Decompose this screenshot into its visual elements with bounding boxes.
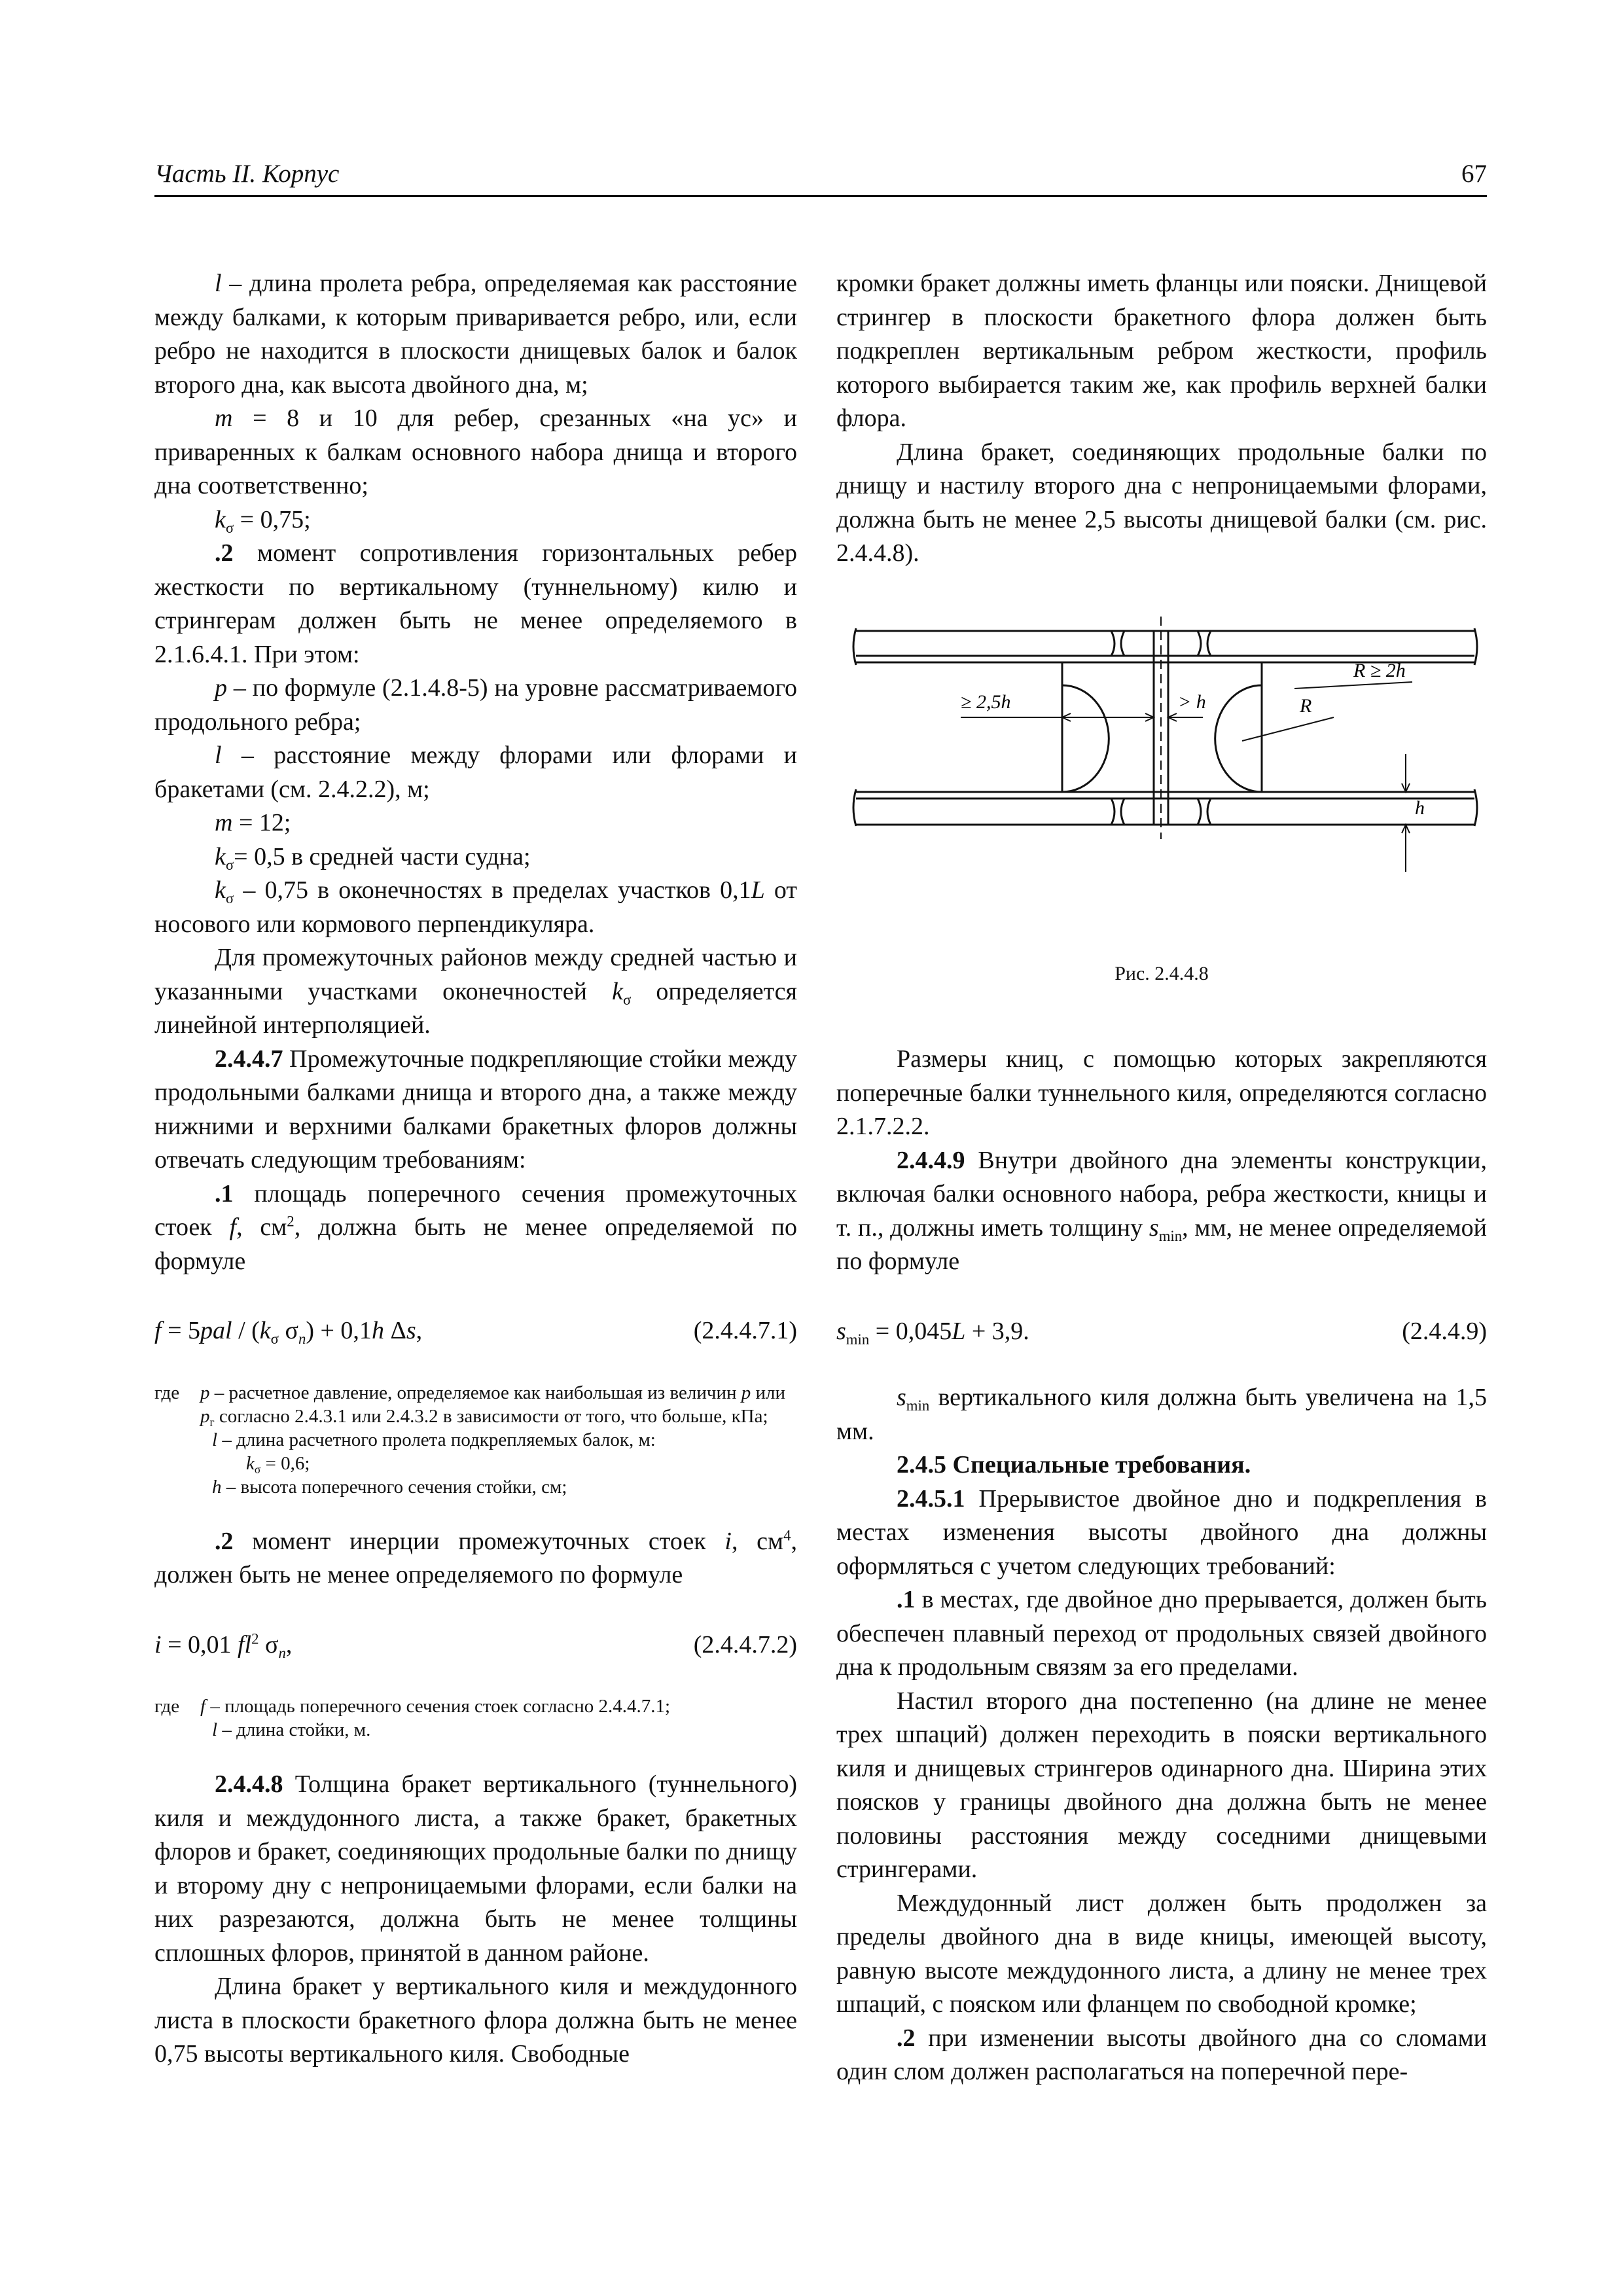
dim-label-R2h: R ≥ 2h	[1353, 659, 1406, 681]
paragraph: кромки бракет должны иметь фланцы или пояски. Днищевой стрингер в плоскости бракетного флора должен быть подкреплен вертикальным ребром жесткости, профиль которого выбирается таким же, как профиль верхней балки флора.	[836, 270, 1487, 432]
paragraph: Междудонный лист должен быть продолжен за пределы двойного дна в виде кницы, имеющей высоту, равную высоте междудонного листа, а длину не менее трех шпаций, с пояском или фланцем по свободной кромке;	[836, 1889, 1487, 2018]
dim-label-h: h	[1415, 797, 1425, 819]
paragraph: m = 12;	[215, 809, 291, 836]
paragraph: p – по формуле (2.1.4.8-5) на уровне рассматриваемого продольного ребра;	[154, 674, 797, 736]
paragraph: $k_\sigma= 0,5$ в средней части судна;	[215, 842, 531, 873]
paragraph: Размеры книц, с помощью которых закрепляются поперечные балки туннельного киля, определяются согласно 2.1.7.2.2.	[836, 1045, 1487, 1140]
paragraph: .1 в местах, где двойное дно прерывается, должен быть обеспечен плавный переход от продольных связей двойного дна к продольным связям за его пределами.	[836, 1586, 1487, 1681]
paragraph: Длина бракет у вертикального киля и междудонного листа в плоскости бракетного флора должна быть не менее 0,75 высоты вертикального киля. Свободные	[154, 1973, 797, 2068]
figure-caption: Рис. 2.4.4.8	[1115, 962, 1209, 984]
paragraph: 2.4.4.8 Толщина бракет вертикального (туннельного) киля и междудонного листа, а также бракет, бракетных флоров и бракет, соединяющих продольные балки по днищу и второму дну с непроницаемыми флорами, если балки на них разрезаются, должна быть не менее толщины сплошных флоров, принятой в данном районе.	[154, 1770, 797, 1967]
paragraph: 2.4.5.1 Прерывистое двойное дно и подкрепления в местах изменения высоты двойного дна должны оформляться с учетом следующих требований:	[836, 1484, 1487, 1580]
formula-2-4-4-7-1: $f = 5pal / (k_\sigma$ $\sigma_n) + 0,1h$ Δs, (2.4.4.7.1)	[154, 1317, 797, 1347]
figure-2-4-4-8	[836, 597, 1487, 937]
paragraph: l – длина пролета ребра, определяемая как расстояние между балками, к которым приваривается ребро, или, если ребро не находится в плоскости днищевых балок и балок второго дна, как высота двойного дна, м;	[154, 270, 797, 399]
paragraph: m = 8 и 10 для ребер, срезанных «на ус» и приваренных к балкам основного набора днища и второго дна соответственно;	[154, 404, 797, 499]
formula-notes-2: где f – площадь поперечного сечения стоек согласно 2.4.4.7.1; l – длина стойки, м.	[154, 1696, 671, 1740]
paragraph: Для промежуточных районов между средней частью и указанными участками оконечностей $k_\sigma$ определяется линейной интерполяцией.	[154, 944, 798, 1039]
page-number: 67	[1461, 160, 1487, 188]
paragraph: l – расстояние между флорами или флорами и бракетами (см. 2.4.2.2), м;	[154, 742, 797, 803]
paragraph: Длина бракет, соединяющих продольные балки по днищу и настилу второго дна с непроницаемыми флорами, должна быть не менее 2,5 высоты днищевой балки (см. рис. 2.4.4.8).	[836, 438, 1487, 567]
dim-label-25h: ≥ 2,5h	[961, 691, 1011, 713]
paragraph: $k_\sigma = 0,75$;	[215, 505, 311, 536]
bracket-floor-drawing	[836, 597, 1487, 937]
paragraph: $k_\sigma - 0,75$ в оконечностях в пределах участков 0,1L от носового или кормового перпендикуляра.	[154, 876, 797, 938]
formula-2-4-4-9: $s_{min} = 0,045L + 3,9$. (2.4.4.9)	[836, 1317, 1487, 1348]
section-heading: 2.4.5 Специальные требования.	[897, 1451, 1251, 1479]
page-header	[154, 154, 1487, 197]
right-column	[836, 267, 1487, 2089]
left-column	[154, 267, 797, 2072]
paragraph: .2 момент инерции промежуточных стоек i, $см^4$, должен быть не менее определяемого по формуле	[154, 1526, 797, 1588]
formula-notes-1: где p – расчетное давление, определяемое как наибольшая из величин p или $p_г$ согласно 2.4.3.1 или 2.4.3.2 в зависимости от того, что больше, кПа; l – длина расчетного пролета подкрепляемых балок, м: $k_\sigma = 0,6$; h – высота поперечного сечения стойки, см;	[154, 1382, 786, 1498]
paragraph: .2 момент сопротивления горизонтальных ребер жесткости по вертикальному (туннельному) килю и стрингерам должен быть не менее определяемого в 2.1.6.4.1. При этом:	[154, 539, 797, 668]
paragraph: .2 при изменении высоты двойного дна со сломами один слом должен располагаться на поперечной пере-	[836, 2024, 1487, 2085]
paragraph: $s_{min}$ вертикального киля должна быть увеличена на 1,5 мм.	[836, 1384, 1487, 1445]
dim-label-gt-h: > h	[1178, 691, 1206, 713]
paragraph: .1 площадь поперечного сечения промежуточных стоек f, $см^2$, должна быть не менее определяемой по формуле	[154, 1179, 797, 1275]
paragraph: 2.4.4.7 Промежуточные подкрепляющие стойки между продольными балками днища и второго дна, а также между нижними и верхними балками бракетных флоров должны отвечать следующим требованиям:	[154, 1045, 797, 1174]
formula-2-4-4-7-2: i = 0,01 $fl^2$ $\sigma_n$, (2.4.4.7.2)	[154, 1630, 797, 1661]
header-section-title: Часть II. Корпус	[154, 160, 340, 188]
dim-label-R: R	[1300, 694, 1312, 717]
paragraph: Настил второго дна постепенно (на длине не менее трех шпаций) должен переходить в пояски вертикального киля и днищевых стрингеров одинарного дна. Ширина этих поясков у границы двойного дна должна быть не менее половины расстояния между соседними днищевыми стрингерами.	[836, 1687, 1487, 1883]
paragraph: 2.4.4.9 Внутри двойного дна элементы конструкции, включая балки основного набора, ребра жесткости, кницы и т. п., должны иметь толщину $s_{min}$, мм, не менее определяемой по формуле	[836, 1146, 1487, 1275]
